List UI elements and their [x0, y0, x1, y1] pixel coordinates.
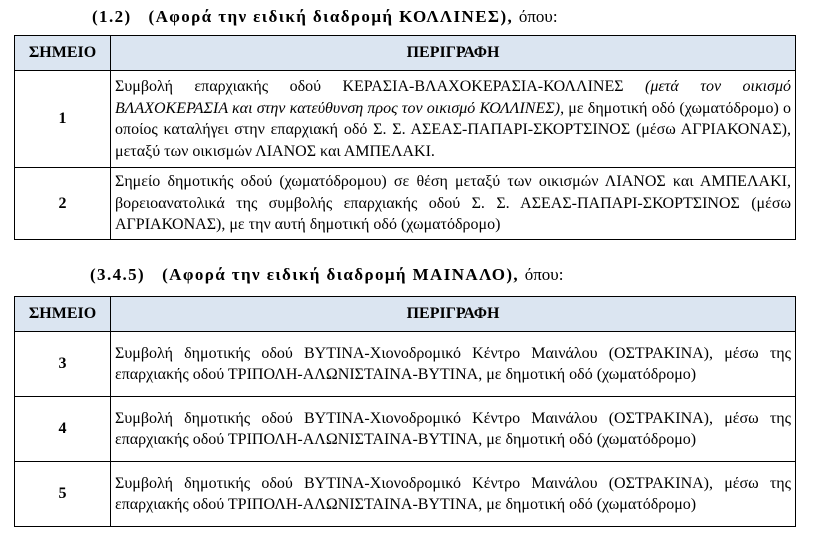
column-header-point: ΣΗΜΕΙΟ — [15, 297, 111, 332]
column-header-description: ΠΕΡΙΓΡΑΦΗ — [111, 36, 796, 71]
table-row — [15, 332, 796, 397]
table-header-row — [15, 36, 796, 71]
point-description: Σημείο δημοτικής οδού (χωματόδρομου) σε θέση μεταξύ των οικισμών ΛΙΑΝΟΣ και ΑΜΠΕΛΑΚΙ, βορειοανατολικά της συμβολής επαρχιακής οδού Σ. Σ. ΑΣΕΑΣ-ΠΑΠΑΡΙ-ΣΚΟΡΤΣΙΝΟΣ (μέσω ΑΓΡΙΑΚΟΝΑΣ), με την αυτή δημοτική οδό (χωματόδρομο) — [111, 168, 796, 240]
section-2-heading — [90, 265, 563, 285]
point-description: Συμβολή δημοτικής οδού ΒΥΤΙΝΑ-Χιονοδρομικό Κέντρο Μαινάλου (ΟΣΤΡΑΚΙΝΑ), μέσω της επαρχιακής οδού ΤΡΙΠΟΛΗ-ΑΛΩΝΙΣΤΑΙΝΑ-ΒΥΤΙΝΑ, με δημοτική οδό (χωματόδρομο) — [111, 397, 796, 462]
table-row — [15, 462, 796, 527]
point-description: Συμβολή δημοτικής οδού ΒΥΤΙΝΑ-Χιονοδρομικό Κέντρο Μαινάλου (ΟΣΤΡΑΚΙΝΑ), μέσω της επαρχιακής οδού ΤΡΙΠΟΛΗ-ΑΛΩΝΙΣΤΑΙΝΑ-ΒΥΤΙΝΑ, με δημοτική οδό (χωματόδρομο) — [111, 462, 796, 527]
section-2-table — [14, 296, 796, 527]
point-number: 2 — [15, 168, 111, 240]
section-2-number: (3.4.5) — [90, 265, 146, 284]
section-2-suffix: όπου: — [524, 265, 564, 284]
table-row — [15, 168, 796, 240]
point-description — [111, 71, 796, 168]
section-1-suffix: όπου: — [518, 7, 558, 26]
section-1-number: (1.2) — [92, 7, 132, 26]
table-row — [15, 397, 796, 462]
point-number: 1 — [15, 71, 111, 168]
point-number: 3 — [15, 332, 111, 397]
point-description: Συμβολή δημοτικής οδού ΒΥΤΙΝΑ-Χιονοδρομικό Κέντρο Μαινάλου (ΟΣΤΡΑΚΙΝΑ), μέσω της επαρχιακής οδού ΤΡΙΠΟΛΗ-ΑΛΩΝΙΣΤΑΙΝΑ-ΒΥΤΙΝΑ, με δημοτική οδό (χωματόδρομο) — [111, 332, 796, 397]
description-text: , με δημοτική οδό (χωματόδρομο) ο οποίος καταλήγει στην επαρχιακή οδό Σ. Σ. ΑΣΕΑΣ-ΠΑΠΑΡΙ-ΣΚΟΡΤΣΙΝΟΣ (μέσω ΑΓΡΙΑΚΟΝΑΣ), μεταξύ των οικισμών ΛΙΑΝΟΣ και ΑΜΠΕΛΑΚΙ. — [115, 99, 792, 160]
column-header-description: ΠΕΡΙΓΡΑΦΗ — [111, 297, 796, 332]
table-header-row — [15, 297, 796, 332]
description-italic-text: (μετά τον οικισμό ΒΛΑΧΟΚΕΡΑΣΙΑ και στην κατεύθυνση προς τον οικισμό ΚΟΛΛΙΝΕΣ) — [115, 78, 791, 117]
point-number: 5 — [15, 462, 111, 527]
section-1-table — [14, 35, 796, 240]
section-1-title: (Αφορά την ειδική διαδρομή ΚΟΛΛΙΝΕΣ), — [148, 7, 514, 26]
table-row — [15, 71, 796, 168]
point-number: 4 — [15, 397, 111, 462]
description-text: Συμβολή επαρχιακής οδού ΚΕΡΑΣΙΑ-ΒΛΑΧΟΚΕΡΑΣΙΑ-ΚΟΛΛΙΝΕΣ — [115, 78, 645, 95]
section-2-title: (Αφορά την ειδική διαδρομή ΜΑΙΝΑΛΟ), — [162, 265, 520, 284]
column-header-point: ΣΗΜΕΙΟ — [15, 36, 111, 71]
section-1-heading — [92, 7, 558, 27]
